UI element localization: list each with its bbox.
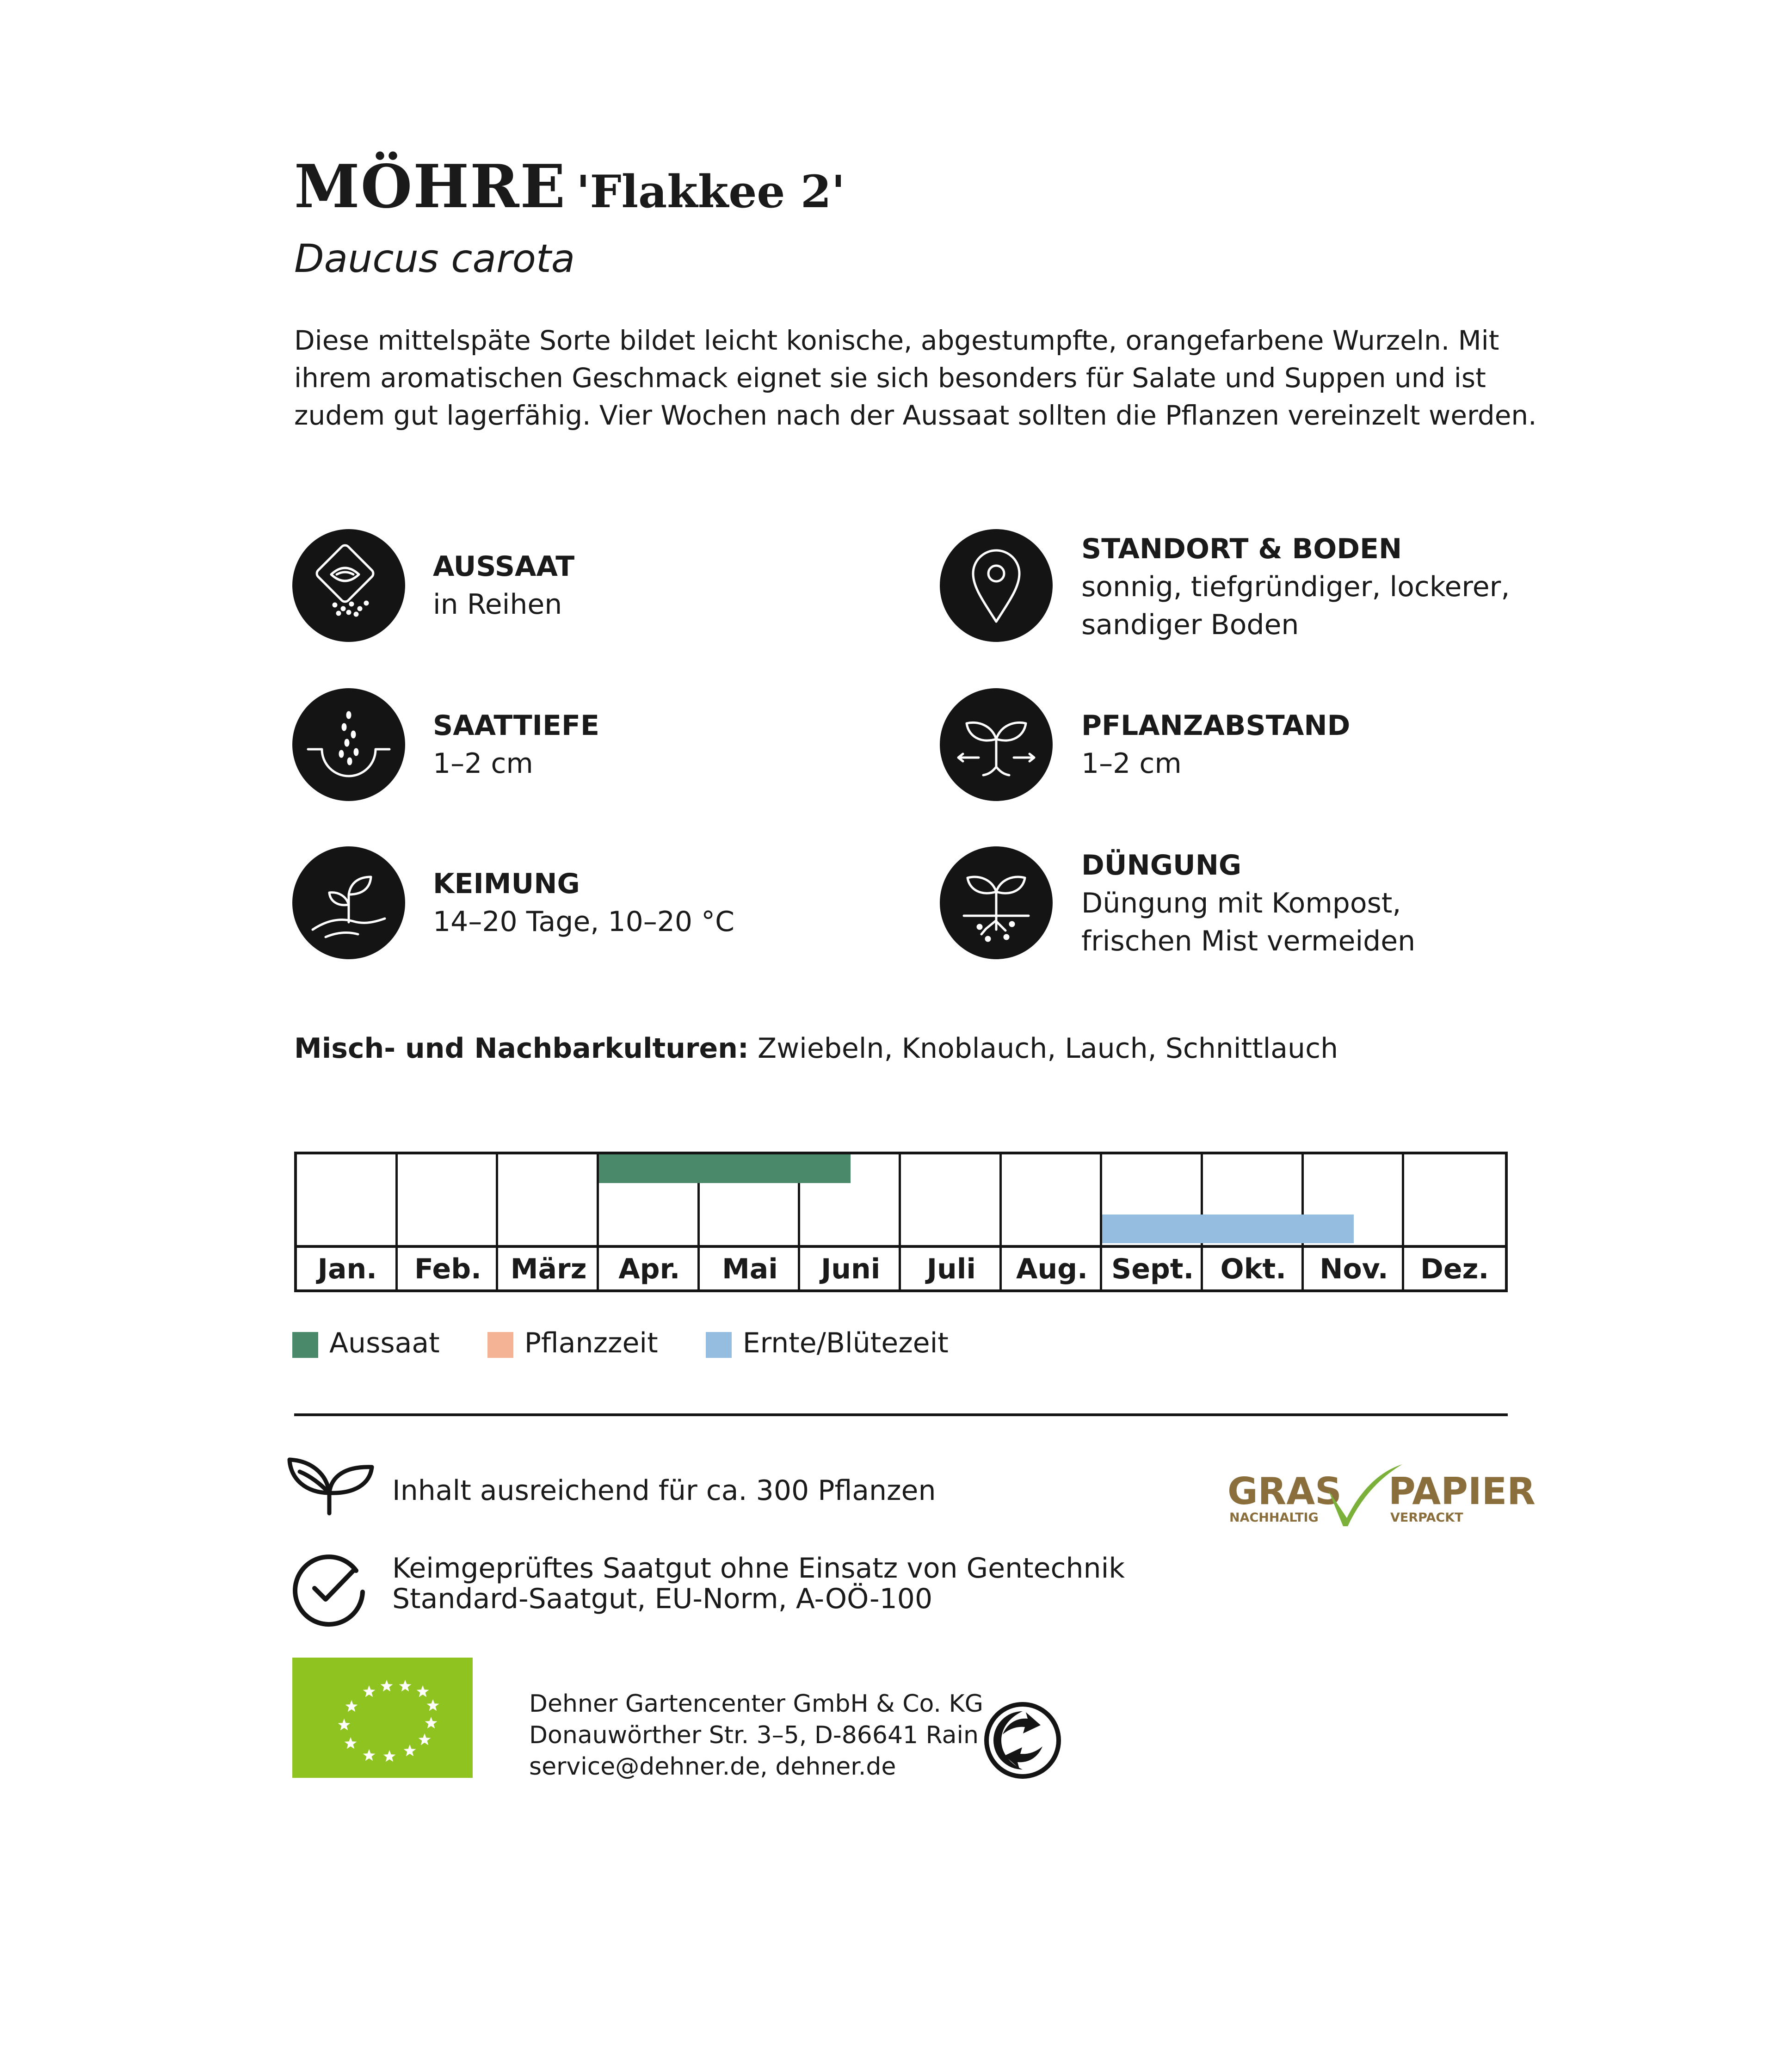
info-text: in Reihen xyxy=(433,588,562,621)
info-heading: KEIMUNG xyxy=(433,868,580,900)
green-dot-recycling-icon xyxy=(984,1702,1061,1779)
info-keimung xyxy=(433,865,734,941)
info-text: 1–2 cm xyxy=(1081,747,1182,780)
info-heading: AUSSAAT xyxy=(433,550,575,583)
calendar-month-label: Jan. xyxy=(317,1253,377,1285)
legend-pflanzzeit xyxy=(487,1327,658,1359)
info-heading: PFLANZABSTAND xyxy=(1081,709,1350,742)
legend-label: Aussaat xyxy=(329,1327,440,1360)
ernte-bar xyxy=(1102,1215,1354,1243)
legend-swatch xyxy=(292,1332,318,1358)
description-line: Diese mittelspäte Sorte bildet leicht konische, abgestumpfte, orangefarbene Wurzeln. Mit xyxy=(294,325,1499,356)
legend-ernte xyxy=(706,1327,949,1359)
location-pin-icon xyxy=(940,529,1053,642)
info-duengung xyxy=(1081,846,1415,960)
graspapier-nachhaltig: NACHHALTIG xyxy=(1229,1511,1319,1525)
eu-star xyxy=(345,1700,358,1712)
info-standort xyxy=(1081,530,1510,644)
company-line: Donauwörther Str. 3–5, D-86641 Rain xyxy=(529,1721,979,1749)
legend-swatch xyxy=(487,1332,513,1358)
legend-label: Ernte/Blütezeit xyxy=(742,1327,949,1360)
calendar-month-label: Mai xyxy=(722,1253,778,1285)
quality-line: Standard-Saatgut, EU-Norm, A-OÖ-100 xyxy=(392,1583,933,1615)
eu-star xyxy=(383,1750,396,1762)
eu-star xyxy=(404,1745,416,1756)
info-saattiefe xyxy=(433,707,599,783)
graspapier-gras: GRAS xyxy=(1227,1470,1342,1513)
quality-line: Keimgeprüftes Saatgut ohne Einsatz von Gentechnik xyxy=(392,1552,1125,1585)
sprout-icon xyxy=(292,846,405,959)
eu-star xyxy=(363,1749,376,1761)
calendar-month-label: Sept. xyxy=(1111,1253,1194,1285)
latin-name: Daucus carota xyxy=(294,236,575,281)
plant-spacing-icon xyxy=(940,688,1053,801)
calendar-month-label: Juli xyxy=(926,1253,976,1285)
calendar-month-label: Okt. xyxy=(1220,1253,1287,1285)
aussaat-bar xyxy=(599,1154,851,1183)
info-heading: DÜNGUNG xyxy=(1081,849,1242,882)
calendar-legend xyxy=(292,1326,987,1358)
content-amount: Inhalt ausreichend für ca. 300 Pflanzen xyxy=(392,1474,936,1507)
info-text: frischen Mist vermeiden xyxy=(1081,925,1416,957)
legend-swatch xyxy=(706,1332,732,1358)
sowing-calendar xyxy=(294,1152,1508,1292)
company-address xyxy=(529,1688,983,1782)
eu-star xyxy=(381,1680,393,1691)
company-line: service@dehner.de, dehner.de xyxy=(529,1753,896,1781)
info-text: 14–20 Tage, 10–20 °C xyxy=(433,906,735,938)
eu-star xyxy=(419,1733,431,1745)
seed-depth-icon xyxy=(292,688,405,801)
calendar-month-label: Feb. xyxy=(414,1253,481,1285)
fertilizer-plant-icon xyxy=(940,846,1053,959)
graspapier-papier: PAPIER xyxy=(1388,1470,1536,1513)
variety-name: 'Flakkee 2' xyxy=(576,166,845,218)
legend-label: Pflanzzeit xyxy=(524,1327,658,1360)
product-title xyxy=(294,152,845,222)
eu-organic-leaf-icon xyxy=(292,1658,473,1778)
eu-star xyxy=(399,1680,412,1691)
eu-star xyxy=(345,1737,357,1749)
calendar-month-label: Apr. xyxy=(618,1253,680,1285)
info-heading: SAATTIEFE xyxy=(433,709,599,742)
info-aussaat xyxy=(433,548,574,623)
leaves-icon xyxy=(285,1439,377,1518)
eu-star xyxy=(363,1685,376,1697)
eu-star xyxy=(417,1685,429,1697)
info-text: sonnig, tiefgründiger, lockerer, xyxy=(1081,571,1510,603)
seed-packet-icon xyxy=(292,529,405,642)
description-line: zudem gut lagerfähig. Vier Wochen nach der Aussaat sollten die Pflanzen vereinzelt werden. xyxy=(294,400,1537,431)
eu-star xyxy=(338,1719,351,1730)
eu-star xyxy=(427,1699,439,1711)
companion-value: Zwiebeln, Knoblauch, Lauch, Schnittlauch xyxy=(748,1032,1338,1065)
info-text: sandiger Boden xyxy=(1081,609,1299,641)
legend-aussaat xyxy=(292,1327,440,1359)
description-line: ihrem aromatischen Geschmack eignet sie sich besonders für Salate und Suppen und ist xyxy=(294,362,1486,394)
info-text: Düngung mit Kompost, xyxy=(1081,887,1401,919)
info-heading: STANDORT & BODEN xyxy=(1081,533,1402,565)
calendar-month-label: März xyxy=(510,1253,587,1285)
check-circle-icon xyxy=(290,1549,367,1626)
companion-plants xyxy=(294,1032,1338,1065)
graspapier-verpackt: VERPACKT xyxy=(1390,1511,1463,1525)
graspapier-logo xyxy=(1226,1462,1536,1531)
companion-label: Misch- und Nachbarkulturen: xyxy=(294,1032,749,1065)
company-line: Dehner Gartencenter GmbH & Co. KG xyxy=(529,1690,983,1718)
product-name: MÖHRE xyxy=(294,152,567,222)
description xyxy=(294,322,1561,434)
calendar-month-label: Aug. xyxy=(1016,1253,1088,1285)
eu-star xyxy=(425,1717,438,1728)
info-text: 1–2 cm xyxy=(433,747,533,780)
calendar-month-label: Dez. xyxy=(1420,1253,1489,1285)
calendar-month-label: Nov. xyxy=(1320,1253,1388,1285)
calendar-month-label: Juni xyxy=(820,1253,881,1285)
info-pflanzabstand xyxy=(1081,707,1350,783)
divider xyxy=(294,1413,1508,1416)
quality-text xyxy=(392,1553,1125,1614)
